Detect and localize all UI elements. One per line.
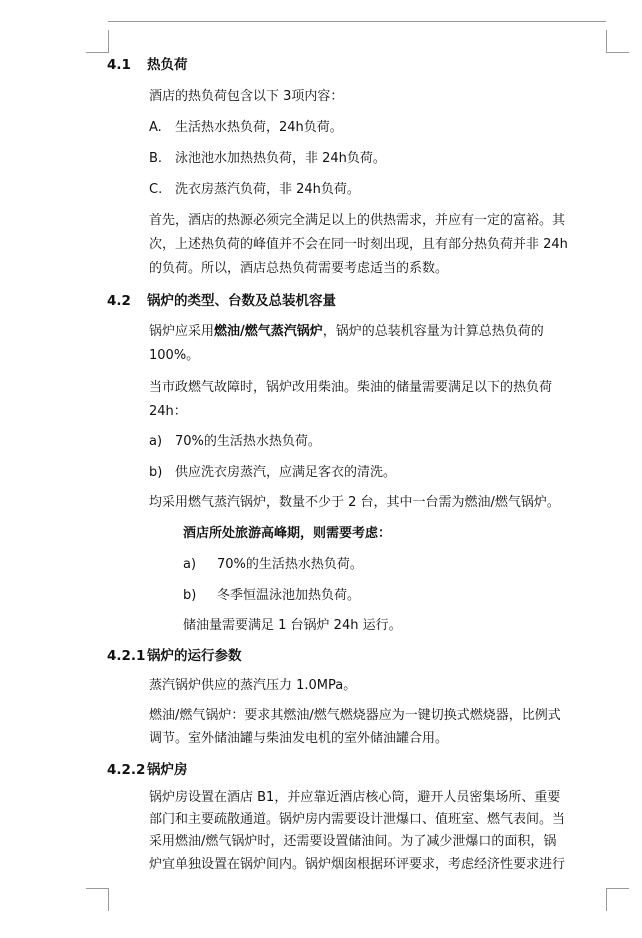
paragraph-line: 调节。室外储油罐与柴油发电机的室外储油罐合用。 [149, 731, 449, 746]
list-item [149, 463, 396, 483]
heading-number: 4.2 [107, 293, 131, 309]
list-label: C. [149, 182, 163, 197]
paragraph-line [149, 322, 544, 342]
list-item [149, 180, 360, 200]
heading-number: 4.2.2 [107, 762, 146, 778]
paragraph-intro: 酒店的热负荷包含以下 3项内容： [149, 89, 344, 104]
text-run: 锅炉应采用 [149, 324, 215, 339]
list-text: 供应洗衣房蒸汽，应满足客衣的清洗。 [175, 465, 397, 480]
list-label: A. [149, 120, 162, 135]
paragraph-line: 蒸汽锅炉供应的蒸汽压力 1.0MPa。 [149, 678, 357, 693]
list-label: b) [149, 465, 163, 480]
peak-season-note: 储油量需要满足 1 台锅炉 24h 运行。 [183, 618, 402, 633]
list-text: 冬季恒温泳池加热负荷。 [217, 588, 361, 603]
heading-title: 锅炉房 [147, 762, 188, 778]
text-run-bold: 燃油/燃气蒸汽锅炉 [214, 324, 323, 339]
paragraph-line: 当市政燃气故障时，锅炉改用柴油。柴油的储量需要满足以下的热负荷 [149, 380, 553, 395]
list-text: 生活热水热负荷，24h负荷。 [175, 120, 343, 135]
list-item [149, 432, 321, 452]
heading-4-2-1 [107, 646, 242, 666]
paragraph-line: 均采用燃气蒸汽锅炉，数量不少于 2 台，其中一台需为燃油/燃气锅炉。 [149, 495, 560, 510]
paragraph-line: 100%。 [149, 348, 200, 363]
heading-title: 热负荷 [147, 57, 188, 73]
list-text: 70%的生活热水热负荷。 [175, 434, 321, 449]
list-item [183, 555, 363, 575]
list-label: B. [149, 151, 163, 166]
paragraph-line: 的负荷。所以，酒店总热负荷需要考虑适当的系数。 [149, 261, 449, 276]
list-item [149, 118, 343, 138]
heading-title: 锅炉的类型、台数及总装机容量 [147, 293, 336, 309]
heading-4-2 [107, 291, 336, 311]
heading-number: 4.2.1 [107, 648, 146, 664]
paragraph-line: 锅炉房设置在酒店 B1，并应靠近酒店核心筒，避开人员密集场所、重要 [149, 790, 561, 805]
paragraph-line: 燃油/燃气锅炉：要求其燃油/燃气燃烧器应为一键切换式燃烧器，比例式 [149, 708, 561, 723]
peak-season-title: 酒店所处旅游高峰期，则需要考虑： [183, 526, 392, 541]
list-item [149, 149, 386, 169]
list-label: a) [183, 557, 197, 572]
paragraph-line: 24h： [149, 404, 187, 419]
paragraph-line: 炉宜单独设置在锅炉间内。锅炉烟囱根据环评要求，考虑经济性要求进行 [149, 857, 566, 872]
heading-4-2-2 [107, 760, 188, 780]
list-text: 洗衣房蒸汽负荷，非 24h负荷。 [175, 182, 360, 197]
list-item [183, 586, 360, 606]
list-label: b) [183, 588, 197, 603]
paragraph-line: 次，上述热负荷的峰值并不会在同一时刻出现，且有部分热负荷并非 24h [149, 237, 568, 252]
heading-4-1 [107, 55, 188, 75]
list-text: 泳池池水加热热负荷，非 24h负荷。 [175, 151, 386, 166]
heading-title: 锅炉的运行参数 [147, 648, 242, 664]
paragraph-line: 部门和主要疏散通道。锅炉房内需要设计泄爆口、值班室、燃气表间。当 [149, 812, 566, 827]
list-text: 70%的生活热水热负荷。 [217, 557, 363, 572]
paragraph-line: 首先，酒店的热源必须完全满足以上的供热需求，并应有一定的富裕。其 [149, 213, 566, 228]
list-label: a) [149, 434, 163, 449]
text-run: ，锅炉的总装机容量为计算总热负荷的 [322, 324, 544, 339]
heading-number: 4.1 [107, 57, 131, 73]
paragraph-line: 采用燃油/燃气锅炉时，还需要设置储油间。为了减少泄爆口的面积，锅 [149, 834, 557, 849]
